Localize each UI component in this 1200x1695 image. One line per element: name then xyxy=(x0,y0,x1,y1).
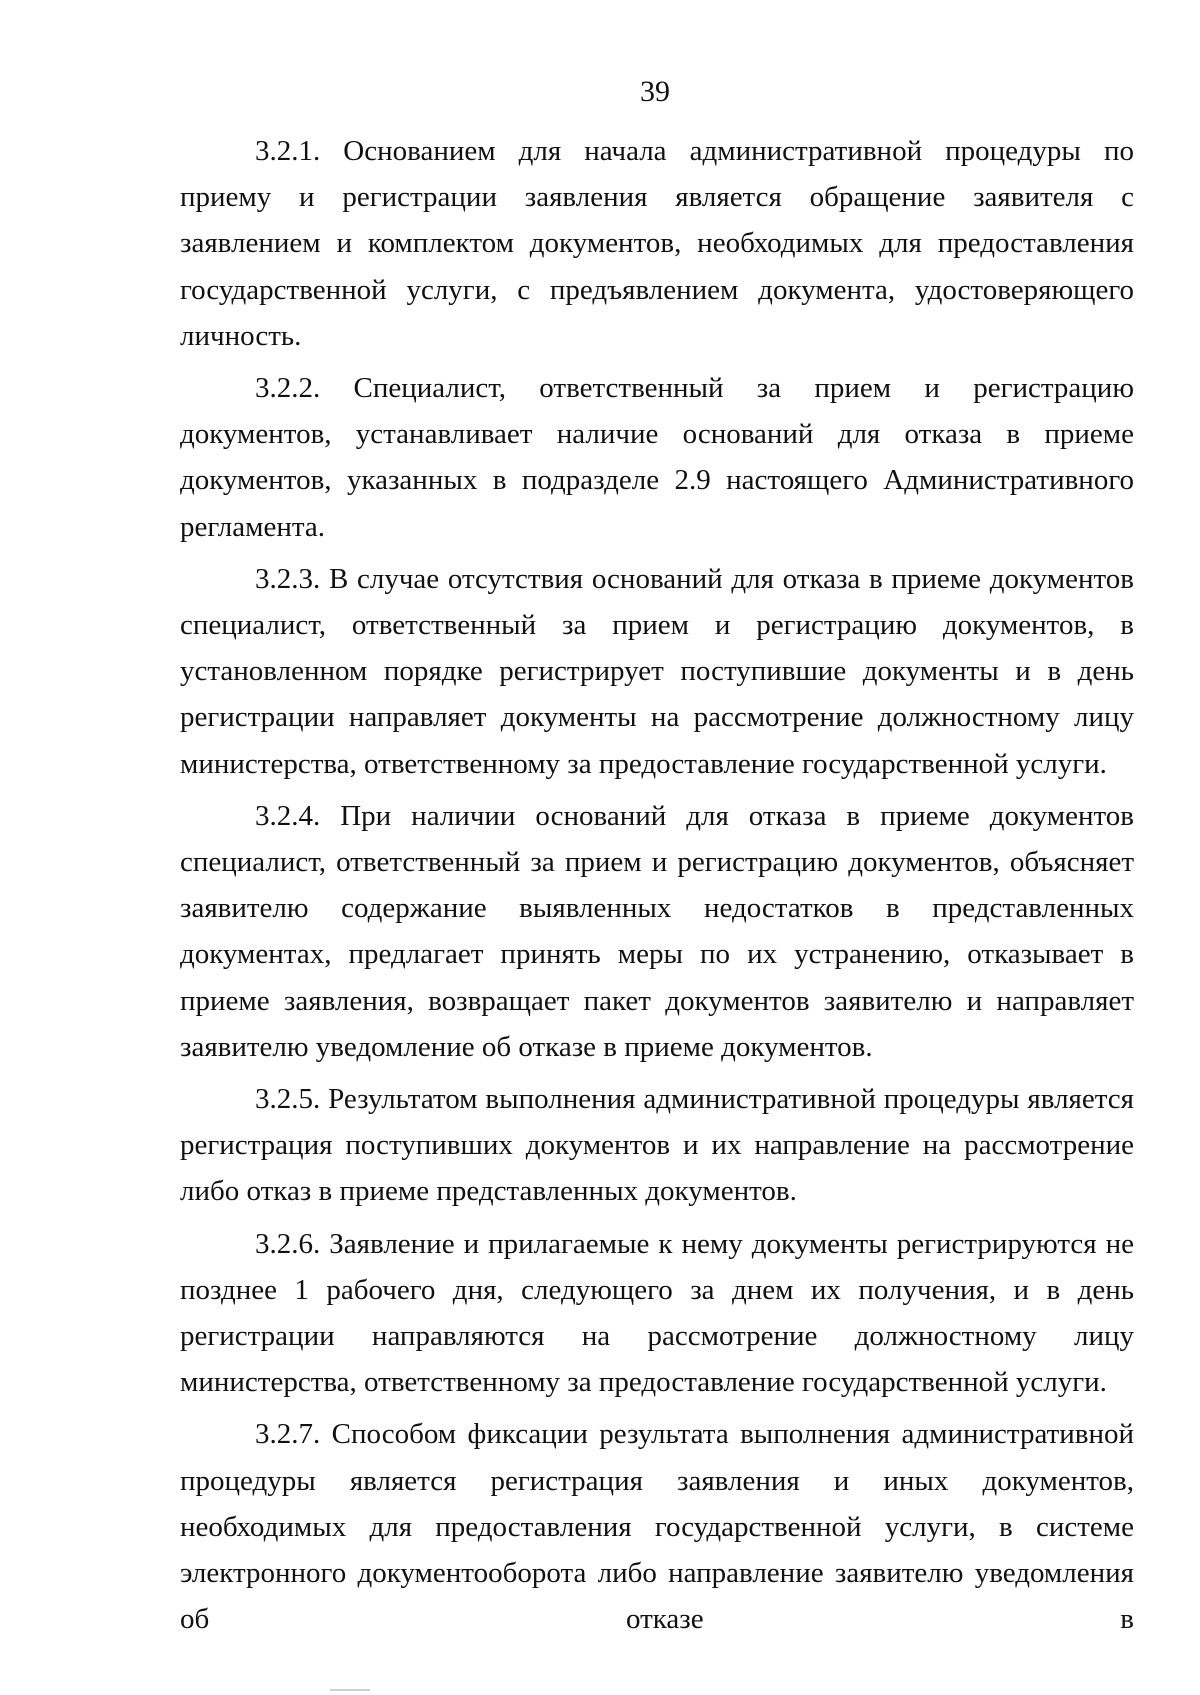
paragraph-3-2-5: 3.2.5. Результатом выполнения административной процедуры является регистрация поступивших документов и их направление на рассмотрение либо отказ в приеме представленных документов. xyxy=(180,1083,1134,1208)
paragraph-3-2-4: 3.2.4. При наличии оснований для отказа в приеме документов специалист, ответственный за прием и регистрацию документов, объясняет заявителю содержание выявленных недостатков в представленных документах, предлагает принять меры по их устранению, отказывает в приеме заявления, возвращает пакет документов заявителю и направляет заявителю уведомление об отказе в приеме документов. xyxy=(180,799,1134,1063)
paragraph-3-2-6: 3.2.6. Заявление и прилагаемые к нему документы регистрируются не позднее 1 рабочего дня, следующего за днем их получения, и в день регистрации направляются на рассмотрение должностному лицу министерства, ответственному за предоставление государственной услуги. xyxy=(180,1227,1134,1399)
paragraph-3-2-1: 3.2.1. Основанием для начала административной процедуры по приему и регистрации заявления является обращение заявителя с заявлением и комплектом документов, необходимых для предоставления государственной услуги, с предъявлением документа, удостоверяющего личность. xyxy=(180,135,1134,352)
paragraph-3-2-7: 3.2.7. Способом фиксации результата выполнения административной процедуры является регистрация заявления и иных документов, необходимых для предоставления государственной услуги, в системе электронного документооборота либо направление заявителю уведомления об отказе в xyxy=(180,1418,1134,1636)
scan-artifact xyxy=(330,1689,370,1691)
paragraph-3-2-2: 3.2.2. Специалист, ответственный за прием и регистрацию документов, устанавливает наличие оснований для отказа в приеме документов, указанных в подразделе 2.9 настоящего Административного регламента. xyxy=(180,372,1134,543)
paragraph-3-2-3: 3.2.3. В случае отсутствия оснований для отказа в приеме документов специалист, ответственный за прием и регистрацию документов, в установленном порядке регистрирует поступившие документы и в день регистрации направляет документы на рассмотрение должностному лицу министерства, ответственному за предоставление государственной услуги. xyxy=(180,562,1134,780)
page-number: 39 xyxy=(640,75,670,108)
document-body xyxy=(180,128,1134,1643)
